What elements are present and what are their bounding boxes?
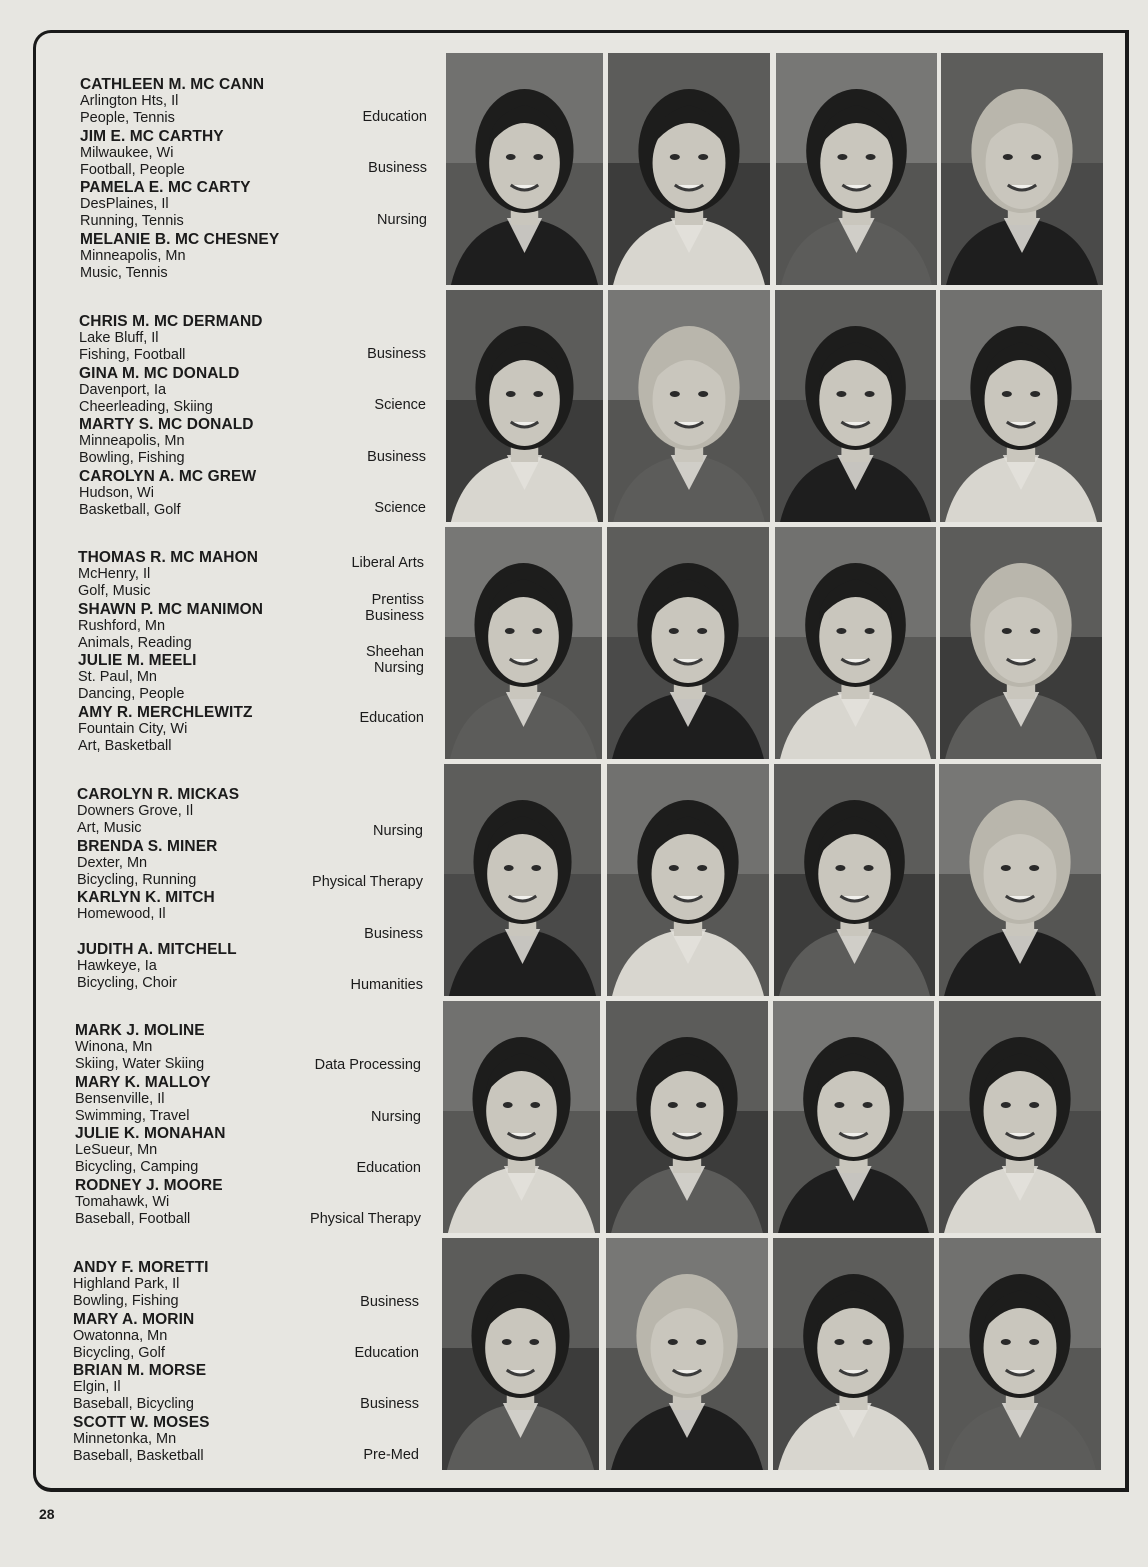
student-portrait (446, 290, 603, 522)
student-portrait (443, 1001, 600, 1233)
student-major: Business (367, 346, 426, 362)
student-hometown: McHenry, Il (78, 566, 151, 582)
student-name: SCOTT W. MOSES (73, 1413, 210, 1431)
student-group (73, 1259, 419, 1469)
student-name: JUDITH A. MITCHELL (77, 940, 237, 958)
student-activities: Music, Tennis (80, 264, 168, 281)
student-portrait (939, 764, 1101, 996)
student-name: THOMAS R. MC MAHON (78, 549, 259, 566)
student-activities: Running, Tennis (80, 213, 184, 229)
student-portrait (607, 527, 769, 759)
student-group (77, 786, 423, 996)
student-portrait (773, 1238, 934, 1470)
student-portrait (775, 290, 936, 522)
student-name: CATHLEEN M. MC CANN (80, 76, 265, 93)
student-major: Physical Therapy (312, 874, 423, 890)
student-name: JULIE K. MONAHAN (75, 1125, 226, 1142)
student-major: Business (360, 1396, 419, 1412)
student-name: MARY K. MALLOY (75, 1073, 211, 1091)
student-activities: Bicycling, Choir (77, 974, 177, 991)
student-portrait (774, 764, 935, 996)
student-portrait (444, 764, 601, 996)
student-major: Nursing (371, 1109, 421, 1125)
student-name: MARK J. MOLINE (75, 1022, 205, 1039)
student-portrait (608, 290, 770, 522)
student-major: Education (362, 109, 427, 125)
student-hometown: Highland Park, Il (73, 1276, 180, 1292)
student-group (75, 1022, 421, 1232)
student-major: Prentiss Business (365, 592, 424, 624)
student-hometown: Elgin, Il (73, 1379, 121, 1395)
student-hometown: Minneapolis, Mn (79, 433, 185, 449)
student-name: SHAWN P. MC MANIMON (78, 600, 264, 618)
student-name: AMY R. MERCHLEWITZ (78, 703, 253, 721)
student-activities: Bowling, Fishing (79, 450, 185, 466)
student-activities: Bicycling, Camping (75, 1159, 199, 1175)
student-portrait (941, 53, 1103, 285)
student-name: ANDY F. MORETTI (73, 1259, 209, 1276)
student-major: Education (356, 1160, 421, 1176)
student-activities: Baseball, Football (75, 1210, 191, 1227)
student-hometown: LeSueur, Mn (75, 1142, 158, 1158)
student-activities: Skiing, Water Skiing (75, 1056, 205, 1072)
student-activities: Bicycling, Golf (73, 1344, 165, 1361)
student-name: MELANIE B. MC CHESNEY (80, 230, 280, 248)
student-major: Liberal Arts (351, 555, 424, 571)
student-activities: Swimming, Travel (75, 1107, 190, 1124)
student-name: BRIAN M. MORSE (73, 1362, 207, 1379)
student-hometown: Tomahawk, Wi (75, 1193, 170, 1210)
student-major: Education (359, 710, 424, 726)
page-number: 28 (39, 1506, 55, 1522)
student-activities: Fishing, Football (79, 347, 186, 363)
student-portrait (940, 290, 1102, 522)
student-entry (80, 231, 427, 282)
student-name: GINA M. MC DONALD (79, 364, 240, 382)
student-portrait (939, 1001, 1101, 1233)
student-name: CAROLYN A. MC GREW (79, 467, 257, 485)
student-name: JIM E. MC CARTHY (80, 127, 224, 145)
student-portrait (442, 1238, 599, 1470)
student-hometown: Winona, Mn (75, 1039, 153, 1055)
student-portrait (607, 764, 769, 996)
student-hometown: Downers Grove, Il (77, 803, 194, 819)
student-name: CHRIS M. MC DERMAND (79, 313, 263, 330)
student-name: KARLYN K. MITCH (77, 889, 215, 906)
student-hometown: Dexter, Mn (77, 854, 148, 871)
student-major: Nursing (377, 212, 427, 228)
student-hometown: Bensenville, Il (75, 1090, 165, 1107)
student-name: JULIE M. MEELI (78, 652, 197, 669)
student-group (79, 313, 426, 523)
student-hometown: Hawkeye, Ia (77, 957, 157, 974)
student-portrait (606, 1238, 768, 1470)
student-portrait (940, 527, 1102, 759)
student-activities: Dancing, People (78, 686, 185, 702)
student-hometown: Milwaukee, Wi (80, 144, 174, 161)
student-portrait (776, 53, 937, 285)
student-activities: People, Tennis (80, 110, 175, 126)
student-major: Business (368, 160, 427, 176)
student-activities: Bicycling, Running (77, 871, 197, 888)
student-activities: Art, Basketball (78, 737, 172, 754)
student-group (78, 549, 424, 759)
student-name: RODNEY J. MOORE (75, 1176, 223, 1194)
student-major: Science (374, 500, 426, 516)
student-name: MARY A. MORIN (73, 1310, 195, 1328)
student-portrait (775, 527, 936, 759)
student-portrait (606, 1001, 768, 1233)
student-hometown: Lake Bluff, Il (79, 330, 159, 346)
student-activities: Bowling, Fishing (73, 1293, 179, 1309)
student-portrait (939, 1238, 1101, 1470)
student-hometown: Owatonna, Mn (73, 1327, 168, 1344)
student-hometown: Minnetonka, Mn (73, 1430, 177, 1447)
student-major: Pre-Med (363, 1447, 419, 1463)
student-major: Education (354, 1345, 419, 1361)
student-activities: Golf, Music (78, 583, 151, 599)
student-name: PAMELA E. MC CARTY (80, 179, 251, 196)
student-major: Nursing (373, 823, 423, 839)
student-major: Business (364, 926, 423, 942)
student-major: Business (360, 1294, 419, 1310)
student-portrait (773, 1001, 934, 1233)
student-activities: Art, Music (77, 820, 142, 836)
student-hometown: Homewood, Il (77, 906, 166, 922)
student-hometown: Fountain City, Wi (78, 720, 188, 737)
student-major: Data Processing (314, 1057, 421, 1073)
student-activities: Football, People (80, 161, 185, 178)
student-group (80, 76, 427, 286)
student-portrait (446, 53, 603, 285)
student-hometown: Rushford, Mn (78, 617, 166, 634)
student-name: MARTY S. MC DONALD (79, 416, 254, 433)
student-portrait (608, 53, 770, 285)
student-hometown: Davenport, Ia (79, 381, 167, 398)
student-major: Physical Therapy (310, 1211, 421, 1227)
student-major: Sheehan Nursing (365, 644, 424, 676)
student-hometown: St. Paul, Mn (78, 669, 157, 685)
student-activities: Baseball, Basketball (73, 1447, 204, 1464)
student-activities: Basketball, Golf (79, 501, 181, 518)
student-hometown: Minneapolis, Mn (80, 247, 186, 264)
student-activities: Baseball, Bicycling (73, 1396, 194, 1412)
student-name: BRENDA S. MINER (77, 837, 218, 855)
student-major: Business (367, 449, 426, 465)
student-name: CAROLYN R. MICKAS (77, 786, 240, 803)
student-hometown: Arlington Hts, Il (80, 93, 179, 109)
student-major: Humanities (350, 977, 423, 993)
student-hometown: DesPlaines, Il (80, 196, 169, 212)
student-activities: Animals, Reading (78, 634, 192, 651)
student-hometown: Hudson, Wi (79, 484, 154, 501)
student-activities: Cheerleading, Skiing (79, 398, 213, 415)
student-major: Science (374, 397, 426, 413)
student-portrait (445, 527, 602, 759)
